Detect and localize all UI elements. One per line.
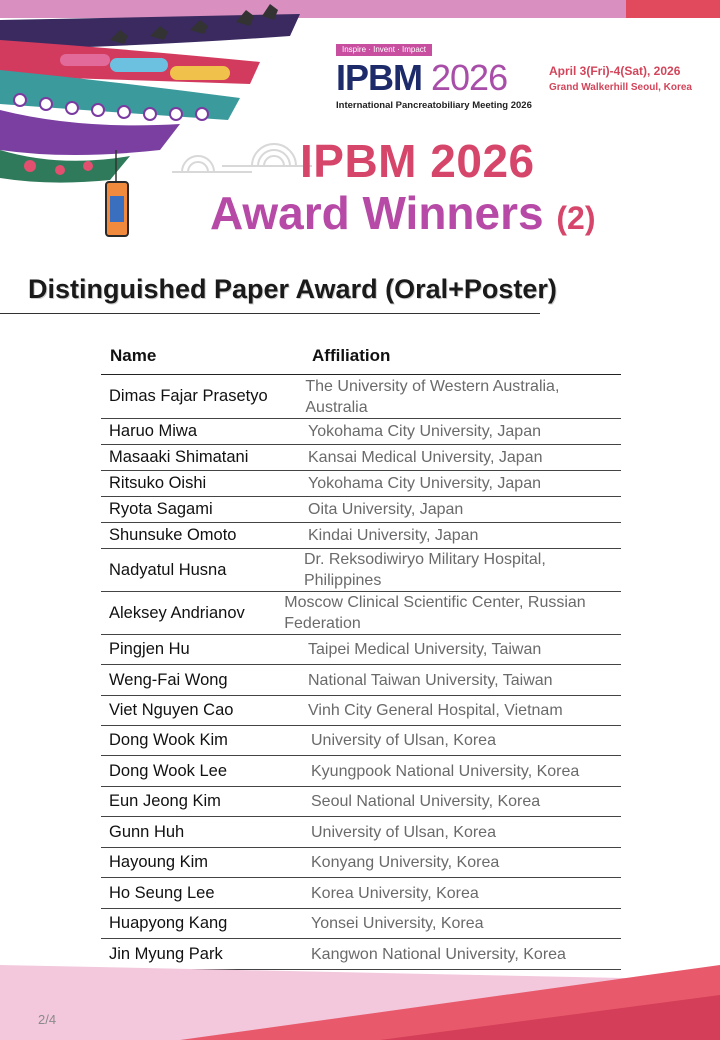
winner-affiliation: Kansai Medical University, Japan — [308, 449, 543, 466]
column-header-name: Name — [110, 346, 157, 365]
winner-name: Nadyatul Husna — [109, 560, 227, 579]
winner-name: Ho Seung Lee — [109, 883, 215, 902]
table-row — [101, 445, 621, 471]
winner-affiliation: Konyang University, Korea — [311, 854, 500, 871]
winner-name: Ryota Sagami — [109, 500, 213, 518]
winner-affiliation: Yonsei University, Korea — [311, 915, 484, 932]
winner-affiliation: Seoul National University, Korea — [311, 793, 541, 810]
winner-affiliation: Oita University, Japan — [308, 501, 464, 518]
table-row — [101, 375, 621, 419]
footer-decoration — [0, 955, 720, 1040]
winner-name: Viet Nguyen Cao — [109, 701, 234, 719]
winner-name: Weng-Fai Wong — [109, 670, 228, 689]
table-row — [101, 848, 621, 878]
table-header — [101, 340, 621, 375]
table-row — [101, 878, 621, 909]
winner-affiliation: Kindai University, Japan — [308, 527, 479, 544]
winner-affiliation: Kyungpook National University, Korea — [311, 762, 580, 780]
table-row — [101, 419, 621, 445]
winner-name: Huapyong Kang — [109, 914, 228, 932]
winner-affiliation: Korea University, Korea — [311, 884, 479, 902]
hero-subtitle — [210, 186, 595, 240]
ipbm-logo — [336, 44, 546, 114]
winner-affiliation: University of Ulsan, Korea — [311, 732, 496, 749]
winner-affiliation: Yokohama City University, Japan — [308, 475, 541, 492]
hero-award-winners: Award Winners — [210, 187, 544, 239]
page-number: 2/4 — [38, 1012, 57, 1027]
column-header-affiliation: Affiliation — [312, 346, 391, 365]
logo-year: 2026 — [431, 57, 508, 98]
winner-affiliation: National Taiwan University, Taiwan — [308, 671, 553, 689]
table-row — [101, 523, 621, 549]
winner-name: Gunn Huh — [109, 822, 185, 841]
logo-subtitle: International Pancreatobiliary Meeting 2026 — [336, 100, 532, 111]
winner-name: Haruo Miwa — [109, 422, 198, 440]
logo-tagline: Inspire · Invent · Impact — [336, 44, 432, 56]
table-row — [101, 549, 621, 592]
winner-affiliation: Vinh City General Hospital, Vietnam — [308, 702, 563, 719]
table-row — [101, 497, 621, 523]
winner-affiliation: Kangwon National University, Korea — [311, 945, 566, 963]
table-row — [101, 817, 621, 848]
table-row — [101, 592, 621, 635]
winner-name: Masaaki Shimatani — [109, 448, 249, 466]
winner-affiliation: Moscow Clinical Scientific Center, Russian Federation — [284, 594, 586, 632]
section-title: Distinguished Paper Award (Oral+Poster) — [28, 274, 557, 304]
winner-name: Ritsuko Oishi — [109, 474, 207, 492]
winner-affiliation: University of Ulsan, Korea — [311, 823, 496, 841]
top-bar-red — [626, 0, 720, 18]
winner-name: Hayoung Kim — [109, 853, 209, 871]
winner-name: Dong Wook Lee — [109, 761, 228, 780]
table-row — [101, 756, 621, 787]
winner-affiliation: Yokohama City University, Japan — [308, 423, 541, 440]
table-row — [101, 635, 621, 665]
winner-affiliation: The University of Western Australia, Australia — [305, 377, 560, 416]
winner-name: Aleksey Andrianov — [109, 603, 245, 622]
table-row — [101, 471, 621, 497]
winner-name: Dimas Fajar Prasetyo — [109, 387, 268, 405]
table-row — [101, 665, 621, 696]
section-divider — [0, 313, 540, 314]
event-venue: Grand Walkerhill Seoul, Korea — [549, 82, 692, 93]
winner-name: Eun Jeong Kim — [109, 792, 221, 810]
table-row — [101, 696, 621, 726]
logo-ipbm: IPBM — [336, 57, 422, 98]
winner-name: Shunsuke Omoto — [109, 526, 237, 544]
winner-name: Dong Wook Kim — [109, 731, 228, 749]
event-date: April 3(Fri)-4(Sat), 2026 — [549, 64, 681, 78]
winner-affiliation: Taipei Medical University, Taiwan — [308, 641, 542, 658]
winner-name: Pingjen Hu — [109, 640, 190, 658]
winner-affiliation: Dr. Reksodiwiryo Military Hospital, Philippines — [303, 551, 546, 589]
table-row — [101, 726, 621, 756]
hero-title: IPBM 2026 — [300, 135, 535, 187]
winner-name: Jin Myung Park — [109, 944, 223, 963]
table-row — [101, 909, 621, 939]
winners-table — [101, 340, 621, 970]
table-row — [101, 787, 621, 817]
logo-wordmark — [336, 58, 507, 98]
hero-part-number: (2) — [556, 200, 596, 236]
table-body — [101, 375, 621, 970]
